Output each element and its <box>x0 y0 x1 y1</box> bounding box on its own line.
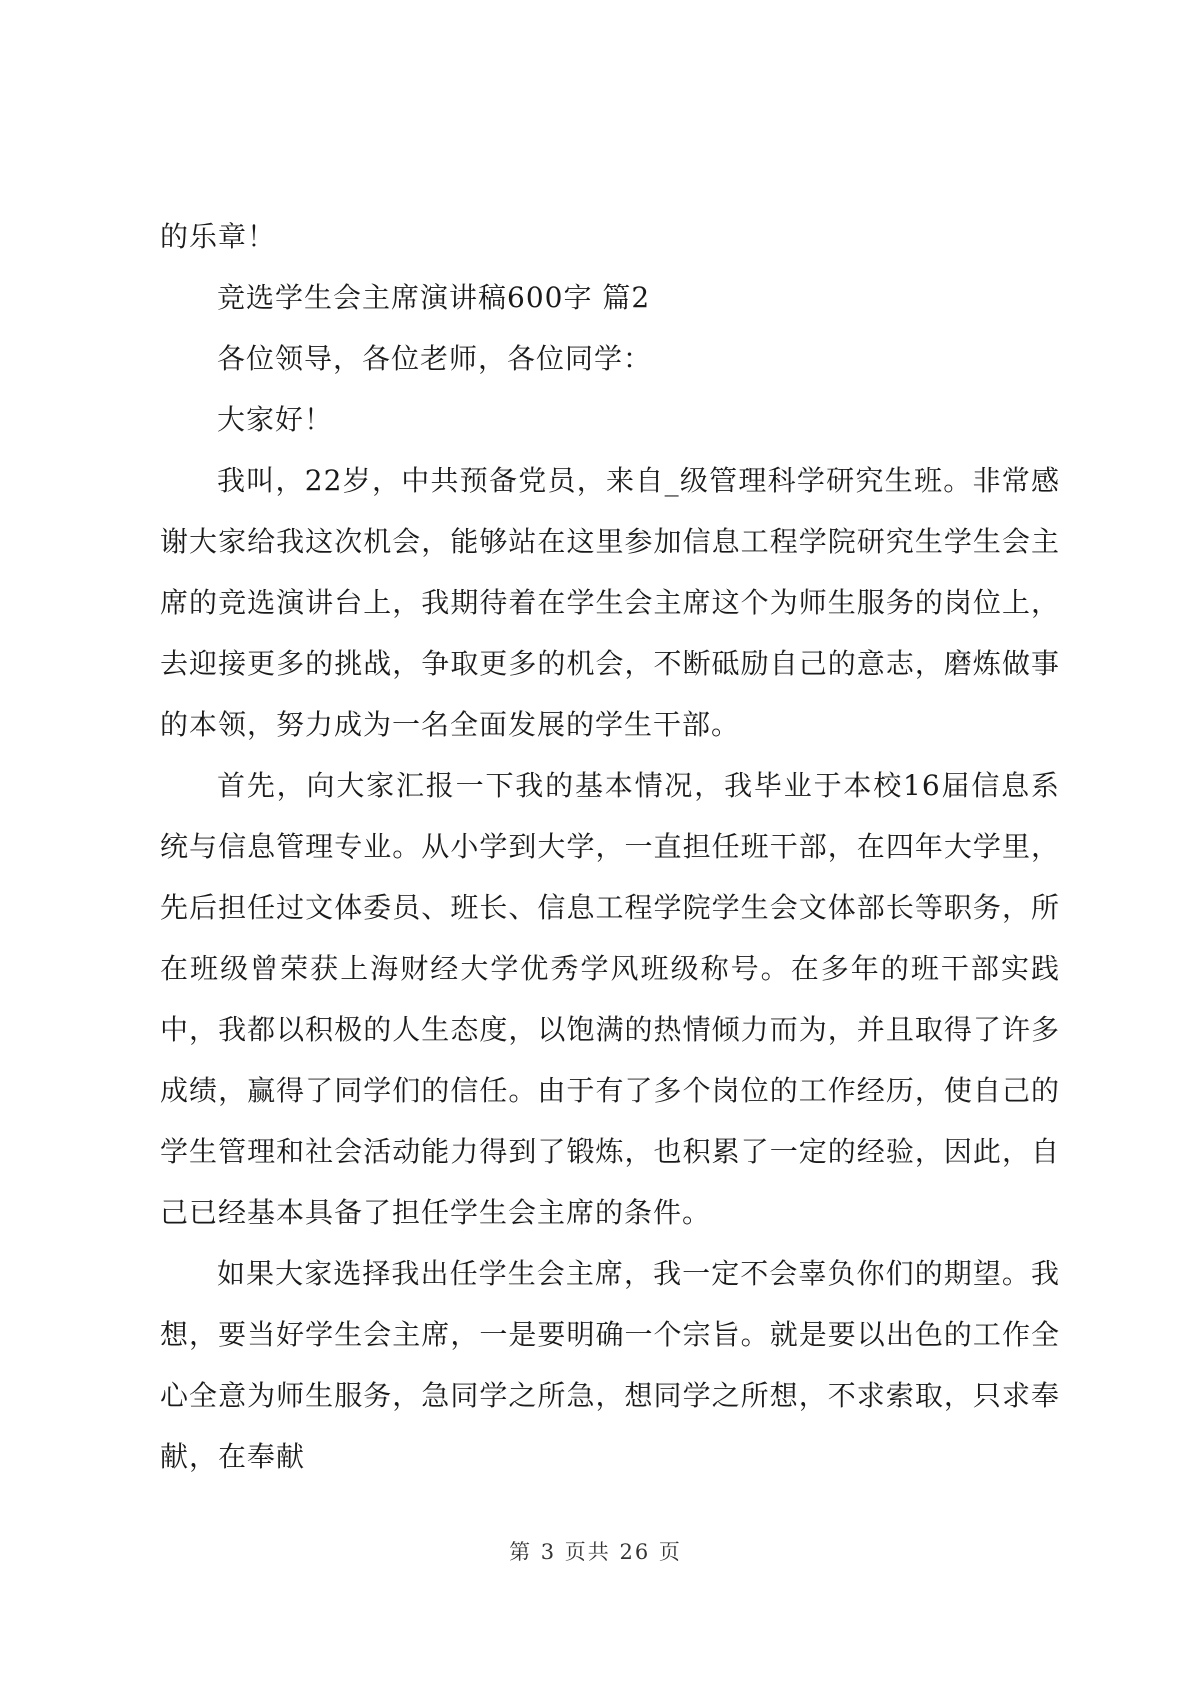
paragraph: 的乐章！ <box>160 220 277 253</box>
page-number: 第 3 页共 26 页 <box>509 1540 682 1564</box>
salutation: 各位领导，各位老师，各位同学： <box>217 342 653 375</box>
section-heading: 竞选学生会主席演讲稿600字 篇2 <box>217 281 651 314</box>
page-footer <box>0 1536 1191 1566</box>
paragraph: 我叫，22岁，中共预备党员，来自_级管理科学研究生班。非常感谢大家给我这次机会，能够站在这里参加信息工程学院研究生学生会主席的竞选演讲台上，我期待着在学生会主席这个为师生服务的岗位上，去迎接更多的挑战，争取更多的机会，不断砥励自己的意志，磨炼做事的本领，努力成为一名全面发展的学生干部。 <box>160 464 1060 741</box>
document-body <box>160 206 1060 1487</box>
greeting: 大家好！ <box>217 403 334 436</box>
paragraph: 如果大家选择我出任学生会主席，我一定不会辜负你们的期望。我想，要当好学生会主席，一是要明确一个宗旨。就是要以出色的工作全心全意为师生服务，急同学之所急，想同学之所想，不求索取，只求奉献，在奉献 <box>160 1257 1060 1473</box>
paragraph: 首先，向大家汇报一下我的基本情况，我毕业于本校16届信息系统与信息管理专业。从小学到大学，一直担任班干部，在四年大学里，先后担任过文体委员、班长、信息工程学院学生会文体部长等职务，所在班级曾荣获上海财经大学优秀学风班级称号。在多年的班干部实践中，我都以积极的人生态度，以饱满的热情倾力而为，并且取得了许多成绩，赢得了同学们的信任。由于有了多个岗位的工作经历，使自己的学生管理和社会活动能力得到了锻炼，也积累了一定的经验，因此，自己已经基本具备了担任学生会主席的条件。 <box>160 769 1060 1229</box>
